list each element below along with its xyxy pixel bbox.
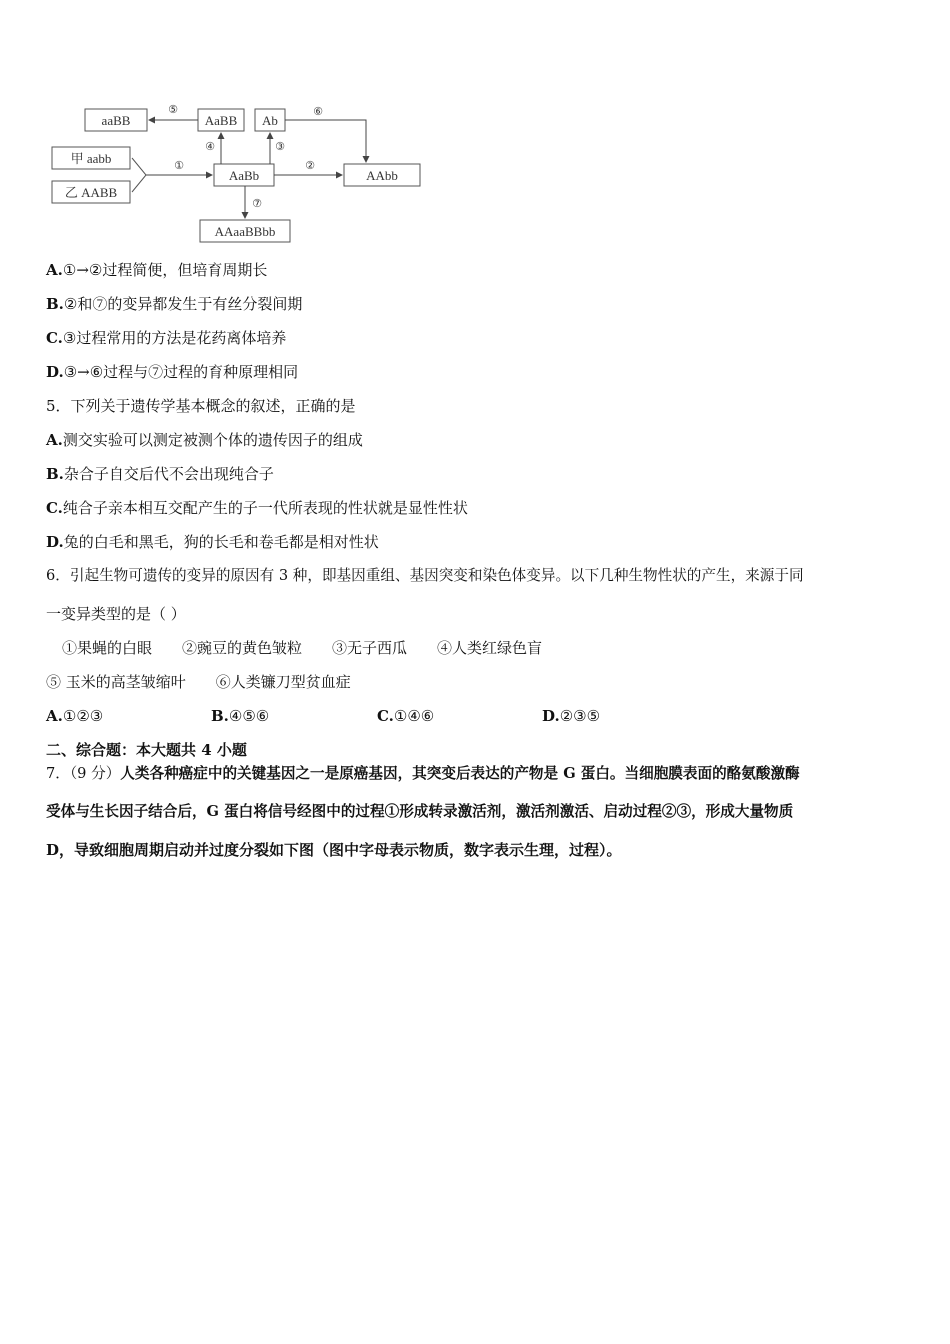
q6-items-line1: ①果蝇的白眼 ②豌豆的黄色皱粒 ③无子西瓜 ④人类红绿色盲	[62, 639, 543, 657]
q5-option-c	[46, 498, 468, 518]
breeding-diagram	[48, 100, 428, 248]
q7-prefix: 7．（9 分）	[46, 765, 121, 782]
q6-items-line2: ⑤ 玉米的高茎皱缩叶 ⑥人类镰刀型贫血症	[46, 673, 351, 691]
option-text: ③→⑥过程与⑦过程的育种原理相同	[63, 363, 299, 381]
option-text: 兔的白毛和黑毛，狗的长毛和卷毛都是相对性状	[63, 533, 379, 551]
node-AaBb: AaBb	[228, 168, 260, 183]
q5-option-a	[46, 430, 363, 450]
step-label-2: ②	[305, 159, 315, 172]
step-label-6: ⑥	[313, 105, 323, 118]
q7-line1	[46, 764, 800, 784]
node-jia: 甲 aabb	[70, 151, 112, 166]
option-letter: D.	[46, 363, 64, 381]
q6-stem-line2: 一变异类型的是（ ）	[46, 605, 186, 623]
q7-line3: D，导致细胞周期启动并过度分裂如下图（图中字母表示物质，数字表示生理，过程）。	[46, 841, 622, 859]
q4-option-a	[46, 260, 267, 280]
q5-option-d	[46, 532, 379, 552]
q7-line2: 受体与生长因子结合后，G 蛋白将信号经图中的过程①形成转录激活剂，激活剂激活、启动过程②③，形成大量物质	[46, 803, 794, 820]
q6-stem-line1: 6．引起生物可遗传的变异的原因有 3 种，即基因重组、基因突变和染色体变异。以下几种生物性状的产生，来源于同	[46, 567, 804, 584]
option-text: 纯合子亲本相互交配产生的子一代所表现的性状就是显性性状	[62, 499, 468, 517]
q4-option-b	[46, 294, 302, 314]
node-AAaaBBbb: AAaaBBbb	[214, 224, 276, 239]
q6-option-c	[377, 706, 434, 726]
option-letter: B.	[46, 465, 64, 483]
option-letter: B.	[211, 707, 229, 725]
option-letter: D.	[542, 707, 560, 725]
option-text: ①②③	[62, 707, 104, 725]
option-text: 测交实验可以测定被测个体的遗传因子的组成	[62, 431, 363, 449]
option-letter: B.	[46, 295, 64, 313]
q4-option-c	[46, 328, 286, 348]
step-label-3: ③	[275, 140, 285, 153]
option-letter: C.	[377, 707, 394, 725]
option-text: ②和⑦的变异都发生于有丝分裂间期	[63, 295, 303, 313]
node-AAbb: AAbb	[366, 168, 398, 183]
option-text: ④⑤⑥	[228, 707, 270, 725]
q5-stem: 5．下列关于遗传学基本概念的叙述，正确的是	[46, 397, 356, 415]
q4-option-d	[46, 362, 298, 382]
option-text: ①④⑥	[393, 707, 435, 725]
step-label-5: ⑤	[168, 103, 178, 116]
option-text: 杂合子自交后代不会出现纯合子	[63, 465, 274, 483]
q5-option-b	[46, 464, 274, 484]
q6-option-b	[211, 706, 269, 726]
breeding-diagram-svg	[48, 100, 428, 248]
node-yi: 乙 AABB	[64, 185, 118, 200]
option-letter: D.	[46, 533, 64, 551]
option-text: ②③⑤	[559, 707, 601, 725]
node-aaBB: aaBB	[101, 113, 131, 128]
option-letter: A.	[46, 261, 63, 279]
node-Ab: Ab	[262, 113, 278, 128]
option-letter: A.	[46, 707, 63, 725]
option-letter: A.	[46, 431, 63, 449]
option-letter: C.	[46, 329, 63, 347]
node-AaBB: AaBB	[204, 113, 238, 128]
q6-option-a	[46, 706, 103, 726]
step-label-4: ④	[205, 140, 215, 153]
q7-line1-text: 人类各种癌症中的关键基因之一是原癌基因，其突变后表达的产物是 G 蛋白。当细胞膜表面的酪氨酸激酶	[120, 765, 800, 782]
q6-options-row	[46, 706, 746, 726]
q6-option-d	[542, 706, 600, 726]
section-heading: 二、综合题：本大题共 4 小题	[46, 741, 247, 759]
option-letter: C.	[46, 499, 63, 517]
step-label-1: ①	[174, 159, 184, 172]
step-label-7: ⑦	[252, 197, 262, 210]
option-text: ③过程常用的方法是花药离体培养	[62, 329, 287, 347]
option-text: ①→②过程简便，但培育周期长	[62, 261, 268, 279]
